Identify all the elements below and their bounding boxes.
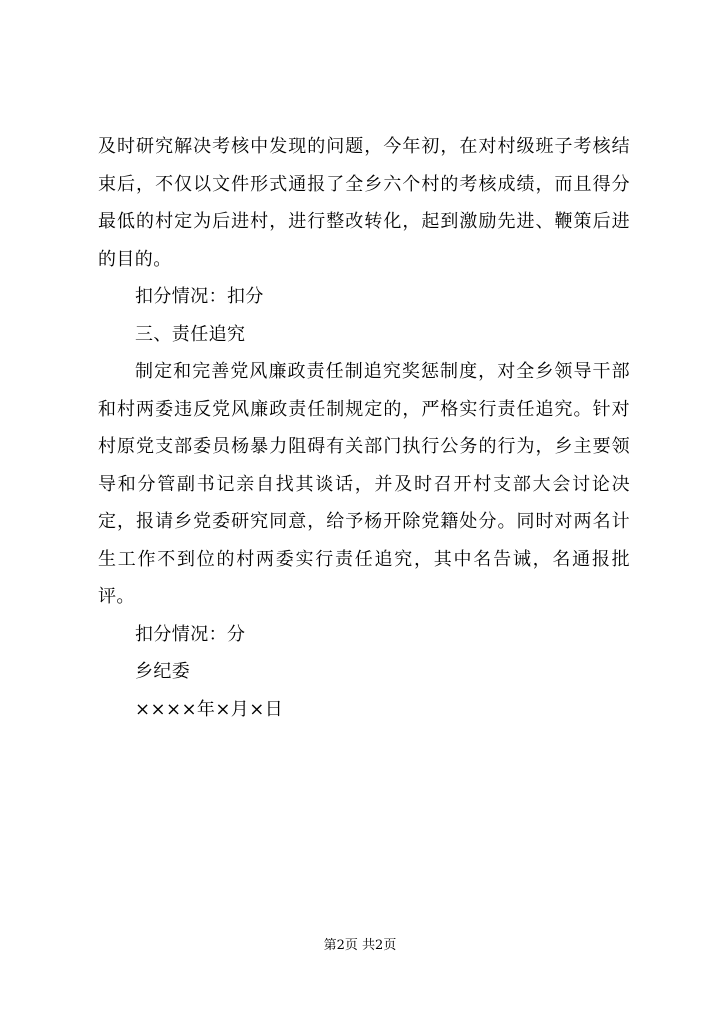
page-footer: 第2页 共2页 — [323, 938, 397, 953]
section-heading-accountability: 三、责任追究 — [135, 323, 246, 345]
signature-date: ××××年×月×日 — [135, 698, 284, 720]
paragraph-accountability: 制定和完善党风廉政责任制追究奖惩制度，对全乡领导干部和村两委违反党风廉政责任制规定的，严格实行责任追究。针对村原党支部委员杨暴力阻碍有关部门执行公务的行为，乡主要领导和分管副书记亲自找其谈话，并及时召开村支部大会讨论决定，报请乡党委研究同意，给予杨开除党籍处分。同时对两名计生工作不到位的村两委实行责任追究，其中名告诫，名通报批评。 — [98, 361, 630, 607]
paragraph-deduction-2: 扣分情况：分 — [135, 623, 246, 645]
signature-organization: 乡纪委 — [135, 661, 191, 682]
document-body — [98, 128, 630, 728]
paragraph-deduction-1: 扣分情况：扣分 — [135, 286, 264, 307]
paragraph-continuation: 及时研究解决考核中发现的问题，今年初，在对村级班子考核结束后，不仅以文件形式通报了全乡六个村的考核成绩，而且得分最低的村定为后进村，进行整改转化，起到激励先进、鞭策后进的目的。 — [98, 136, 630, 270]
